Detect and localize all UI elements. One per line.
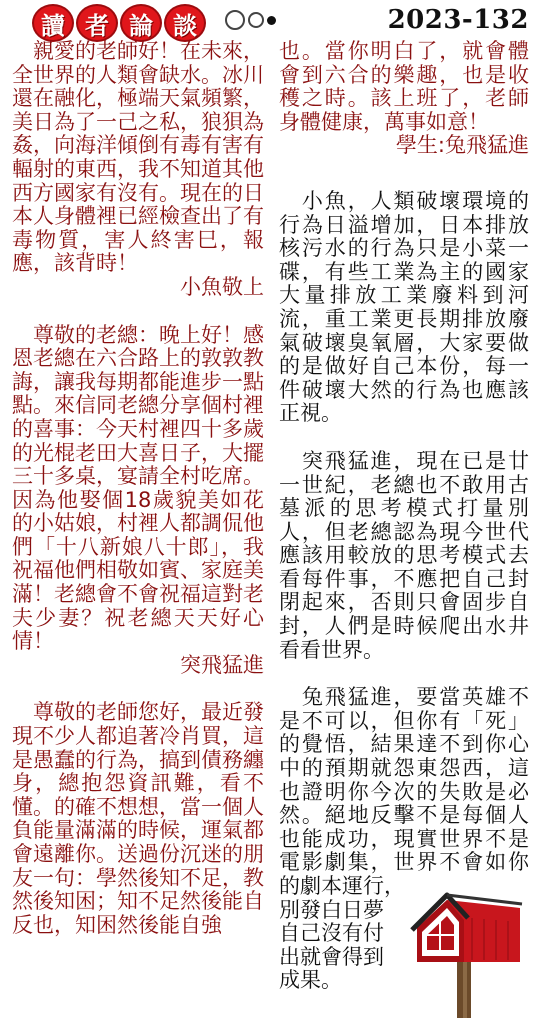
header	[0, 0, 545, 40]
reader-letter: 尊敬的老師您好，最近發現不少人都追著冷肖買，這是愚蠢的行為，搞到債務纏身，總抱怨資訊難，看不懂。的確不想想，當一個人負能量滿滿的時候，運氣都會遠離你。送過份沉迷的朋友一句：學然後知不足，教然後知困；知不足然後能自反也，知困然後能自強	[12, 700, 264, 937]
circle-outline-icon	[248, 12, 264, 28]
letter-signature: 小魚敬上	[180, 274, 264, 299]
spacer	[12, 677, 264, 701]
spacer	[279, 662, 529, 686]
circle-filled-icon	[267, 16, 276, 25]
editor-reply: 突飛猛進，現在已是廿一世紀，老總也不敢用古墓派的思考模式打量別人，但老總認為現今世代應該用較放的思考模式去看每件事，不應把自己封閉起來，否則只會固步自封，人們是時候爬出水井看看世界。	[279, 448, 529, 662]
spacer	[279, 426, 529, 450]
editor-reply-line: 別發白日夢	[279, 897, 384, 922]
right-column	[279, 40, 529, 993]
decorative-dots	[225, 10, 276, 30]
mailbox-icon	[402, 890, 532, 1018]
editor-reply: 兔飛猛進，要當英雄不是不可以，但你有「死」的覺悟，結果達不到你心中的預期就怨東怨西，這也證明你今次的失敗是必然。絕地反擊不是每個人也能成功，現實世界不是電影劇集，世界不會如你的劇本運行，	[279, 685, 529, 898]
reader-letter: 尊敬的老總：晚上好！感恩老總在六合路上的敦敦教誨，讓我每期都能進步一點點。來信同老總分享個村裡的喜事：今天村裡四十多歲的光棍老田大喜日子，大擺三十多桌，宴請全村吃席。因為他娶個18歲貌美如花的小姑娘，村裡人都調侃他們「十八新娘八十郎」，我祝福他們相敬如賓、家庭美滿！老總會不會祝福這對老夫少妻？祝老總天天好心情！	[12, 322, 264, 654]
circle-outline-icon	[225, 10, 245, 30]
letter-signature: 突飛猛進	[180, 652, 264, 677]
editor-reply-line: 自己沒有付	[279, 921, 384, 946]
issue-number: 2023-132	[387, 5, 529, 35]
left-column	[12, 40, 264, 937]
reader-letter: 親愛的老師好！在未來，全世界的人類會缺水。冰川還在融化，極端天氣頻繁，美日為了一己之私，狼狽為姦，向海洋傾倒有毒有害有輻射的東西，我不知道其他西方國家有沒有。現在的日本人身體裡已經檢查出了有毒物質，害人終害巳，報應，該背時！	[12, 39, 264, 276]
title-char: 談	[164, 4, 206, 42]
spacer	[12, 300, 264, 324]
editor-reply-line: 出就會得到	[279, 944, 384, 969]
editor-reply-line: 成果。	[279, 968, 342, 993]
editor-reply: 小魚，人類破壞環境的行為日溢增加，日本排放核污水的行為只是小菜一碟，有些工業為主的國家大量排放工業廢料到河流，重工業更長期排放廢氣破壞臭氧層，大家要做的是做好自己本份，每一件破壞大然的行為也應該正視。	[279, 188, 529, 426]
letter-signature: 學生:兔飛猛進	[395, 133, 529, 158]
column-title	[32, 4, 206, 42]
reader-letter-continued: 也。當你明白了，就會體會到六合的樂趣，也是收穫之時。該上班了，老師身體健康，萬事如意！	[279, 39, 529, 134]
title-char: 論	[120, 4, 162, 42]
spacer	[279, 158, 529, 190]
title-char: 者	[76, 4, 118, 42]
title-char: 讀	[32, 4, 74, 42]
